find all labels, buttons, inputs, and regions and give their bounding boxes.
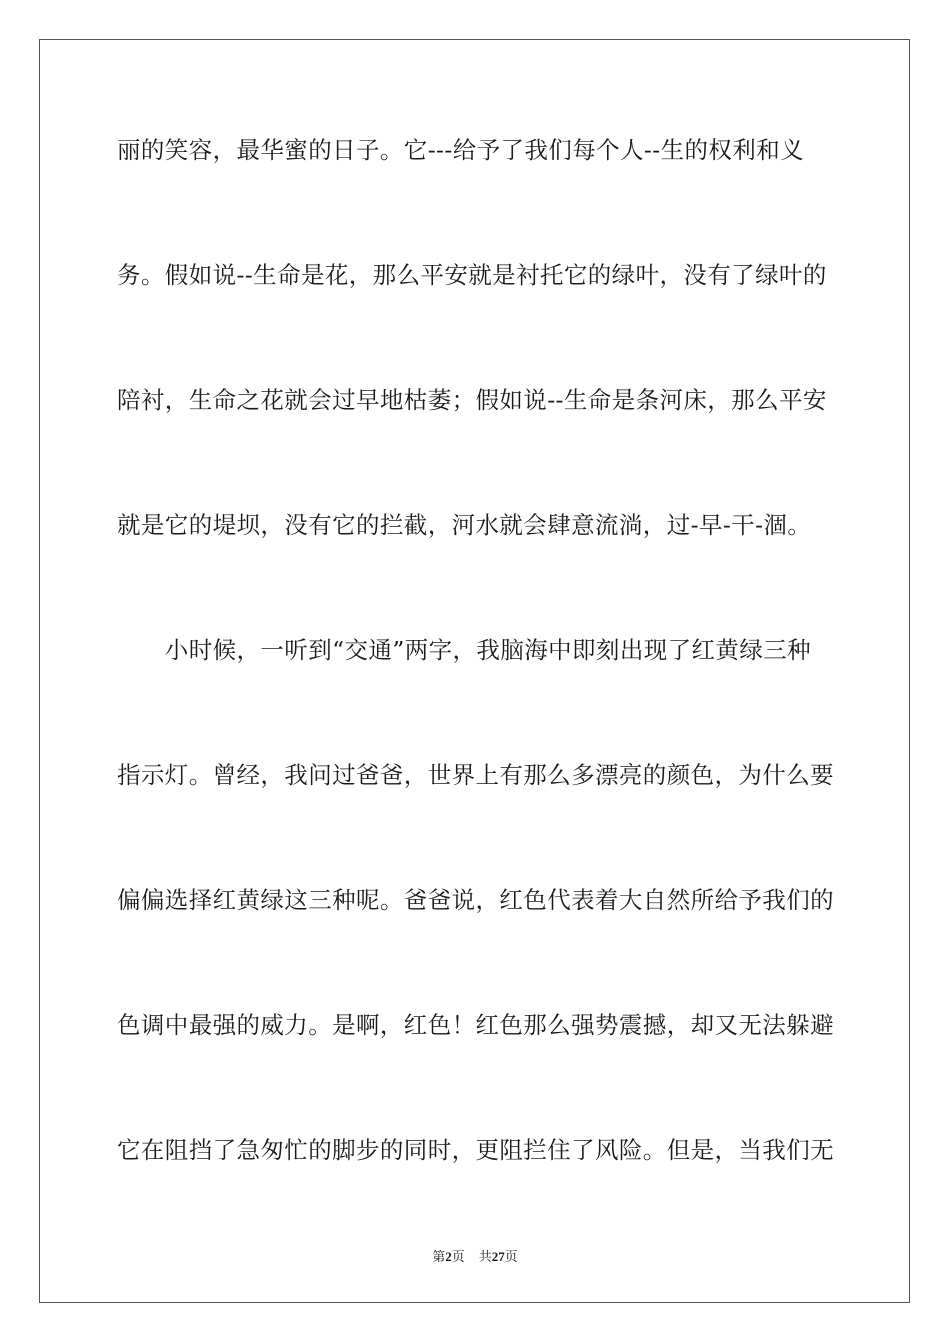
body-text-line: 色调中最强的威力。是啊，红色！红色那么强势震撼，却又无法躲避 xyxy=(117,1011,834,1039)
body-text-line: 它在阻挡了急匆忙的脚步的同时，更阻拦住了风险。但是，当我们无 xyxy=(117,1136,834,1164)
body-text-line: 陪衬，生命之花就会过早地枯萎；假如说--生命是条河床，那么平安 xyxy=(117,386,827,414)
body-text-line: 指示灯。曾经，我问过爸爸，世界上有那么多漂亮的颜色，为什么要 xyxy=(117,761,834,789)
body-text-line: 就是它的堤坝，没有它的拦截，河水就会肆意流淌，过-早-干-涸。 xyxy=(117,511,812,539)
total-prefix: 共 xyxy=(478,1250,492,1265)
page-number: 2 xyxy=(445,1249,452,1264)
body-text-line: 丽的笑容，最华蜜的日子。它---给予了我们每个人--生的权利和义 xyxy=(117,136,805,164)
body-text-line: 小时候，一听到“交通”两字，我脑海中即刻出现了红黄绿三种 xyxy=(117,636,812,664)
body-text-line: 偏偏选择红黄绿这三种呢。爸爸说，红色代表着大自然所给予我们的 xyxy=(117,886,834,914)
page-suffix: 页 xyxy=(451,1250,465,1265)
body-text-line: 务。假如说--生命是花，那么平安就是衬托它的绿叶，没有了绿叶的 xyxy=(117,261,827,289)
page-footer xyxy=(0,1248,950,1267)
total-suffix: 页 xyxy=(504,1250,518,1265)
page-border xyxy=(39,39,910,1303)
total-pages: 27 xyxy=(491,1249,505,1264)
page-prefix: 第 xyxy=(432,1250,446,1265)
